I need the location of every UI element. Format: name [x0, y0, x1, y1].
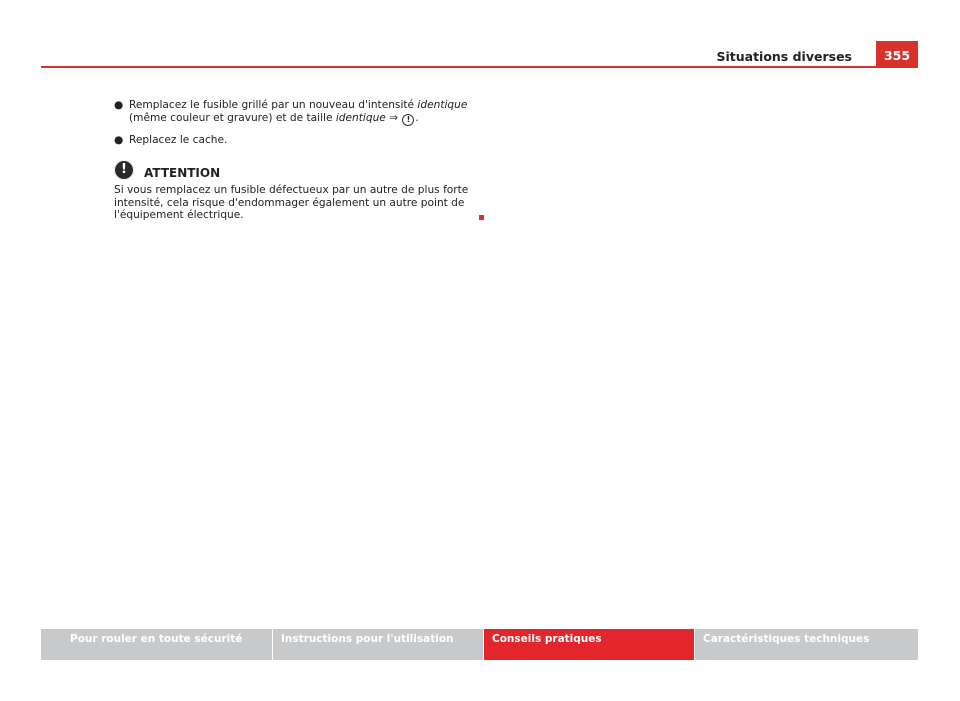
list-item — [114, 134, 474, 147]
warning-reference-icon[interactable]: ! — [402, 114, 414, 126]
warning-header — [114, 160, 474, 180]
footer-tab-instructions[interactable]: Instructions pour l'utilisation — [272, 629, 483, 660]
bullet-text-part: (même couleur et gravure) et de taille — [129, 111, 336, 124]
footer-nav — [41, 629, 918, 660]
warning-block — [114, 160, 474, 222]
bullet-text-part: ⇒ — [385, 111, 402, 124]
bullet-text-part: . — [415, 111, 419, 124]
footer-tab-conseils[interactable]: Conseils pratiques — [483, 629, 694, 660]
warning-text: Si vous remplacez un fusible défectueux par un autre de plus forte intensité, cela risque d'endommager également un autre point de l'équipement électrique. — [114, 184, 469, 222]
header-rule — [41, 66, 918, 68]
emphasis-text: identique — [335, 111, 386, 124]
list-item — [114, 99, 474, 126]
section-end-marker — [479, 215, 484, 220]
section-title: Situations diverses — [716, 49, 852, 64]
footer-tab-caracteristiques[interactable]: Caractéristiques techniques — [694, 629, 918, 660]
warning-icon: ! — [114, 160, 134, 180]
footer-tab-securite[interactable]: Pour rouler en toute sécurité — [41, 629, 272, 660]
warning-title: ATTENTION — [144, 166, 221, 181]
bullet-icon: ● — [114, 133, 124, 146]
bullet-text-part: Remplacez le fusible grillé par un nouveau d'intensité — [129, 99, 418, 111]
page-number: 355 — [876, 41, 918, 67]
emphasis-text: identique — [417, 99, 468, 111]
bullet-icon: ● — [114, 99, 124, 111]
main-content — [114, 99, 474, 222]
bullet-text: Replacez le cache. — [129, 133, 228, 146]
